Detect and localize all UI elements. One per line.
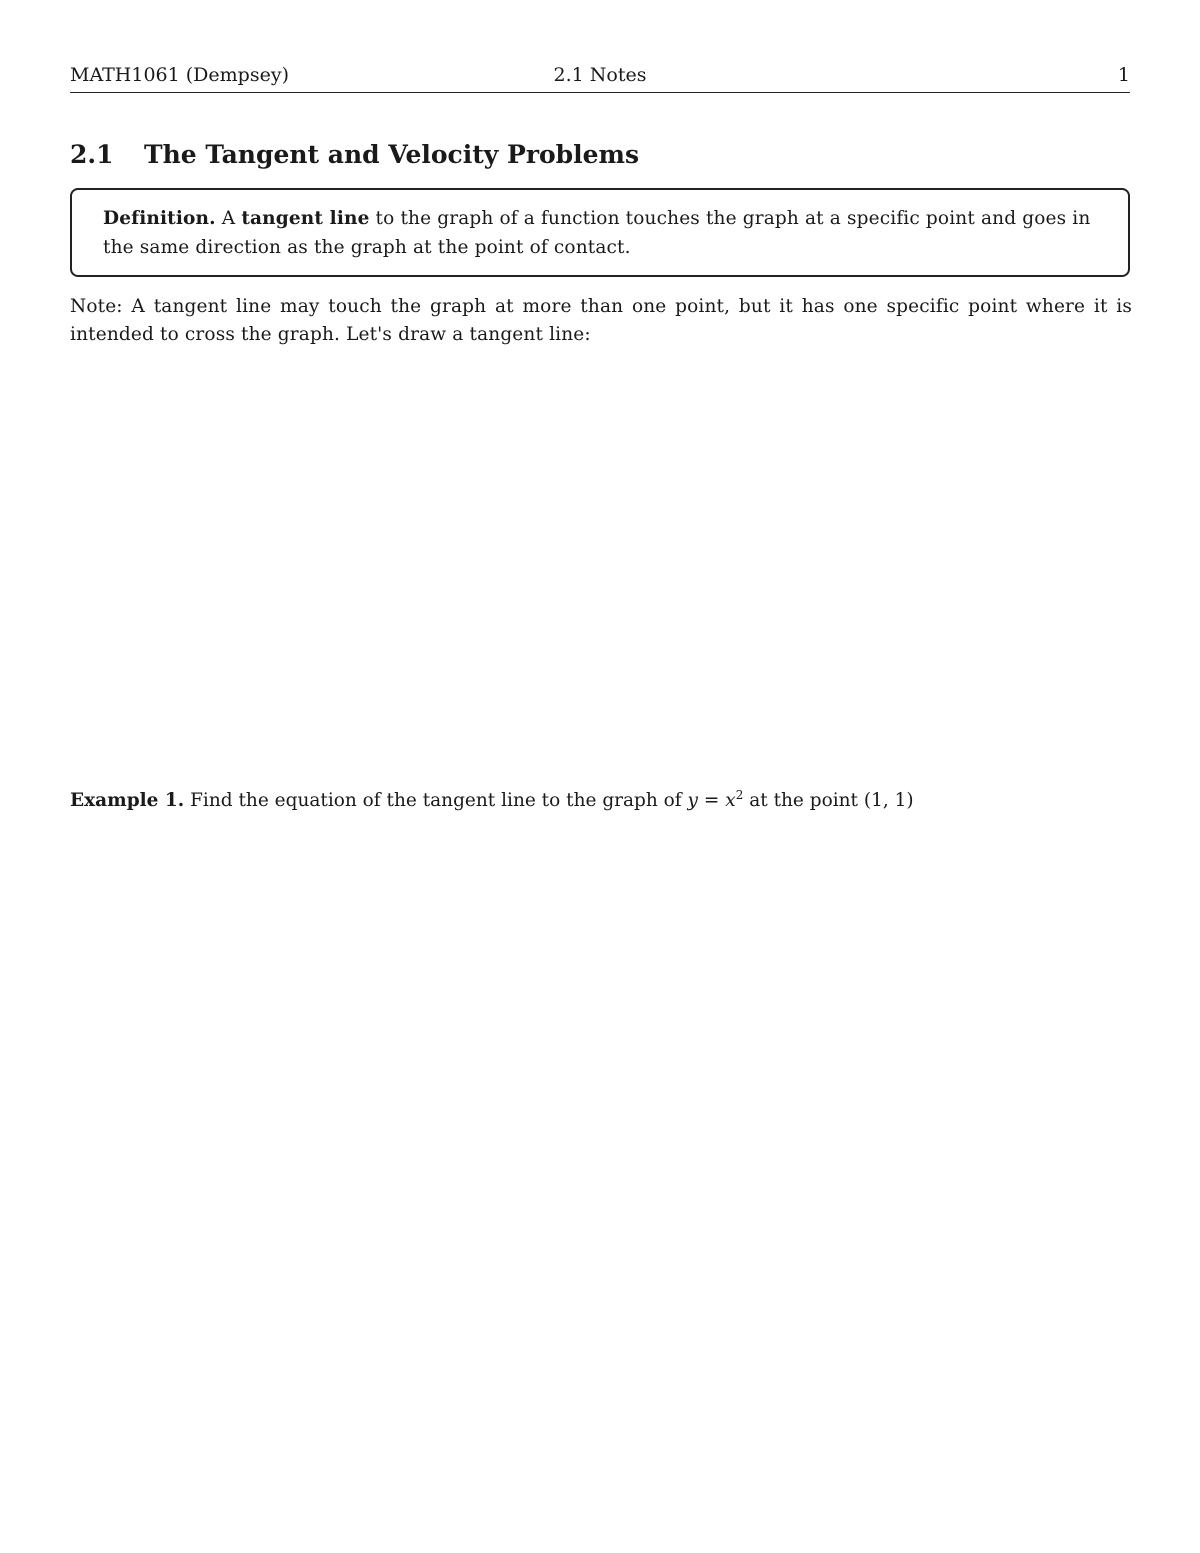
notes-title: 2.1 Notes: [553, 64, 647, 86]
page-header: [70, 62, 1130, 93]
note-paragraph: Note: A tangent line may touch the graph at more than one point, but it has one specific point where it is intended to cross the graph. Let's draw a tangent line:: [70, 296, 1132, 345]
page-number: 1: [1117, 64, 1130, 86]
definition-text: to the graph of a function touches the graph at a specific point and goes in the same direction as the graph at the point of contact.: [103, 208, 1091, 258]
definition-lead: A: [221, 208, 236, 229]
section-title: The Tangent and Velocity Problems: [144, 140, 640, 169]
example-text-after: at the point: [743, 790, 864, 811]
math-equals: =: [698, 790, 726, 811]
example-text: Find the equation of the tangent line to the graph of: [190, 790, 682, 811]
example-1: [70, 787, 1130, 815]
section-heading: [70, 140, 639, 169]
section-number: 2.1: [70, 140, 114, 169]
course-label: MATH1061 (Dempsey): [70, 64, 289, 86]
definition-label: Definition.: [103, 208, 216, 229]
math-exponent: 2: [735, 788, 744, 802]
math-y: y: [687, 790, 698, 811]
example-point: (1, 1): [863, 790, 914, 811]
math-x: x: [725, 790, 736, 811]
example-label: Example 1.: [70, 790, 185, 811]
definition-box: [70, 188, 1130, 277]
definition-term: tangent line: [241, 208, 370, 229]
